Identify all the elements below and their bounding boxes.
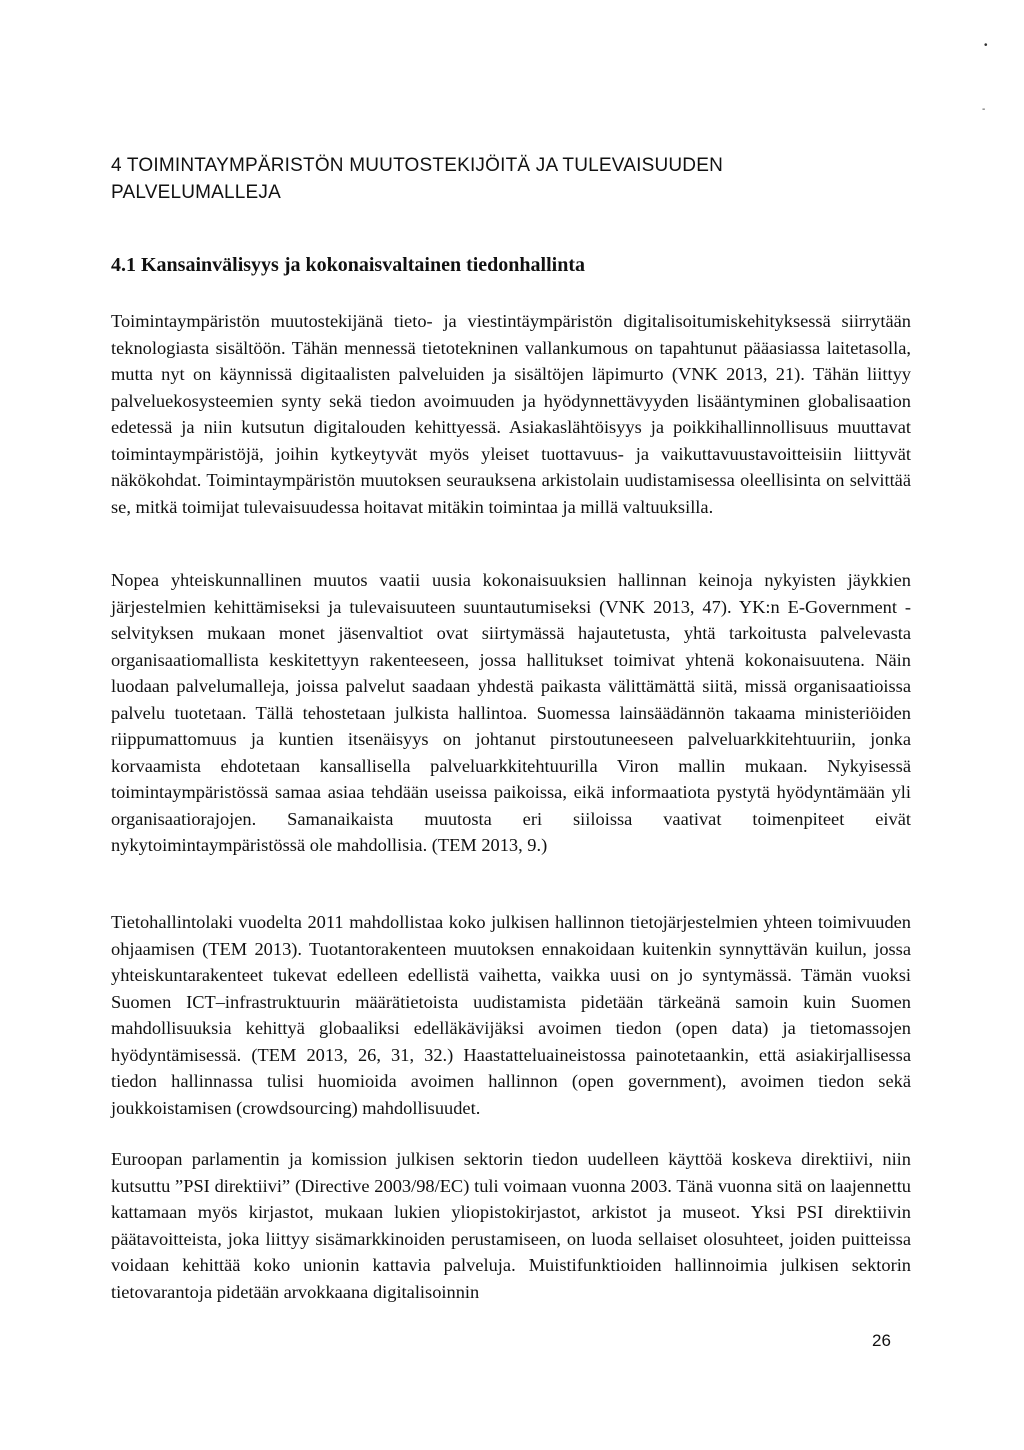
- scan-mark-dash: -: [982, 104, 986, 115]
- section-title: 4.1 Kansainvälisyys ja kokonaisvaltainen tiedonhallinta: [111, 254, 586, 276]
- chapter-title: 4 TOIMINTAYMPÄRISTÖN MUUTOSTEKIJÖITÄ JA TULEVAISUUDEN PALVELUMALLEJA: [111, 155, 724, 203]
- paragraph: Euroopan parlamentin ja komission julkisen sektorin tiedon uudelleen käyttöä koskeva direktiivi, niin kutsuttu ”PSI direktiivi” (Directive 2003/98/EC) tuli voimaan vuonna 2003. Tänä vuonna sitä on laajennettu kattamaan myös kirjastot, mukaan lukien yliopistokirjastot, arkistot ja museot. Yksi PSI direktiivin päätavoitteista, joka liittyy sisämarkkinoiden perustamiseen, on luoda sellaiset olosuhteet, joiden puitteissa voidaan kehittää koko unionin kattavia palveluja. Muistifunktioiden hallinnoimia julkisen sektorin tietovarantoja pidetään arvokkaana digitalisoinnin: [111, 1149, 911, 1302]
- paragraph: Nopea yhteiskunnallinen muutos vaatii uusia kokonaisuuksien hallinnan keinoja nykyisten jäykkien järjestelmien kehittämiseksi ja tulevaisuuteen suuntautumiseksi (VNK 2013, 47). YK:n E-Government -selvityksen mukaan monet jäsenvaltiot ovat siirtymässä hajautetusta, yhtä tarkoitusta palvelevasta organisaatiomallista keskitettyyn rakenteeseen, jossa hallitukset toimivat yhtenä kokonaisuutena. Näin luodaan palvelumalleja, joissa palvelut saadaan yhdestä paikasta välittämättä siitä, missä organisaatioissa palvelu tuotetaan. Tällä tehostetaan julkista hallintoa. Suomessa lainsäädännön takaama ministeriöiden riippumattomuus ja kuntien itsenäisyys on johtanut pirstoutuneeseen palveluarkkitehtuuriin, jonka korvaamista ehdotetaan kansallisella palveluarkkitehtuurilla Viron mallin mukaan. Nykyisessä toimintaympäristössä samaa asiaa tehdään useissa paikoissa, eikä informaatiota pystytä hyödyntämään yli organisaatiorajojen. Samanaikaista muutosta eri siiloissa vaativat toimenpiteet eivät nykytoimintaympäristössä ole mahdollisia. (TEM 2013, 9.): [111, 570, 911, 855]
- page-number: 26: [872, 1331, 891, 1350]
- paragraph: Toimintaympäristön muutostekijänä tieto- ja viestintäympäristön digitalisoitumiskehityksessä siirrytään teknologiasta sisältöön. Tähän mennessä tietotekninen vallankumous on tapahtunut pääasiassa laitetasolla, mutta nyt on käynnissä digitaalisten palveluiden ja sisältöjen läpimurto (VNK 2013, 21). Tähän liittyy palveluekosysteemien synty sekä tiedon avoimuuden ja hyödynnettävyyden lisääntyminen globalisaation edetessä ja niin kutsutun digitalouden kehittyessä. Asiakaslähtöisyys ja poikkihallinnollisuus muuttavat toimintaympäristöjä, joihin kytkeytyvät myös yleiset tuottavuus- ja vaikuttavuustavoitteisiin liittyvät näkökohdat. Toimintaympäristön muutoksen seurauksena arkistolain uudistamisessa oleellisinta on selvittää se, mitkä toimijat tulevaisuudessa hoitavat mitäkin toimintaa ja millä valtuuksilla.: [111, 311, 911, 517]
- paragraph: Tietohallintolaki vuodelta 2011 mahdollistaa koko julkisen hallinnon tietojärjestelmien yhteen toimivuuden ohjaamisen (TEM 2013). Tuotantorakenteen muutoksen ennakoidaan kuitenkin synnyttävän kuilun, jossa yhteiskuntarakenteet tukevat edelleen edellistä vaihetta, vaikka uusi on jo syntymässä. Tämän vuoksi Suomen ICT–infrastruktuurin määrätietoista uudistamista pidetään tärkeänä samoin kuin Suomen mahdollisuuksia kehittyä globaaliksi edelläkävijäksi avoimen tiedon (open data) ja tietomassojen hyödyntämisessä. (TEM 2013, 26, 31, 32.) Haastatteluaineistossa painotetaankin, että asiakirjallisessa tiedon hallinnassa tulisi huomioida avoimen hallinnon (open government), avoimen tiedon sekä joukkoistamisen (crowdsourcing) mahdollisuudet.: [111, 912, 911, 1118]
- scan-mark-dot: •: [984, 40, 988, 51]
